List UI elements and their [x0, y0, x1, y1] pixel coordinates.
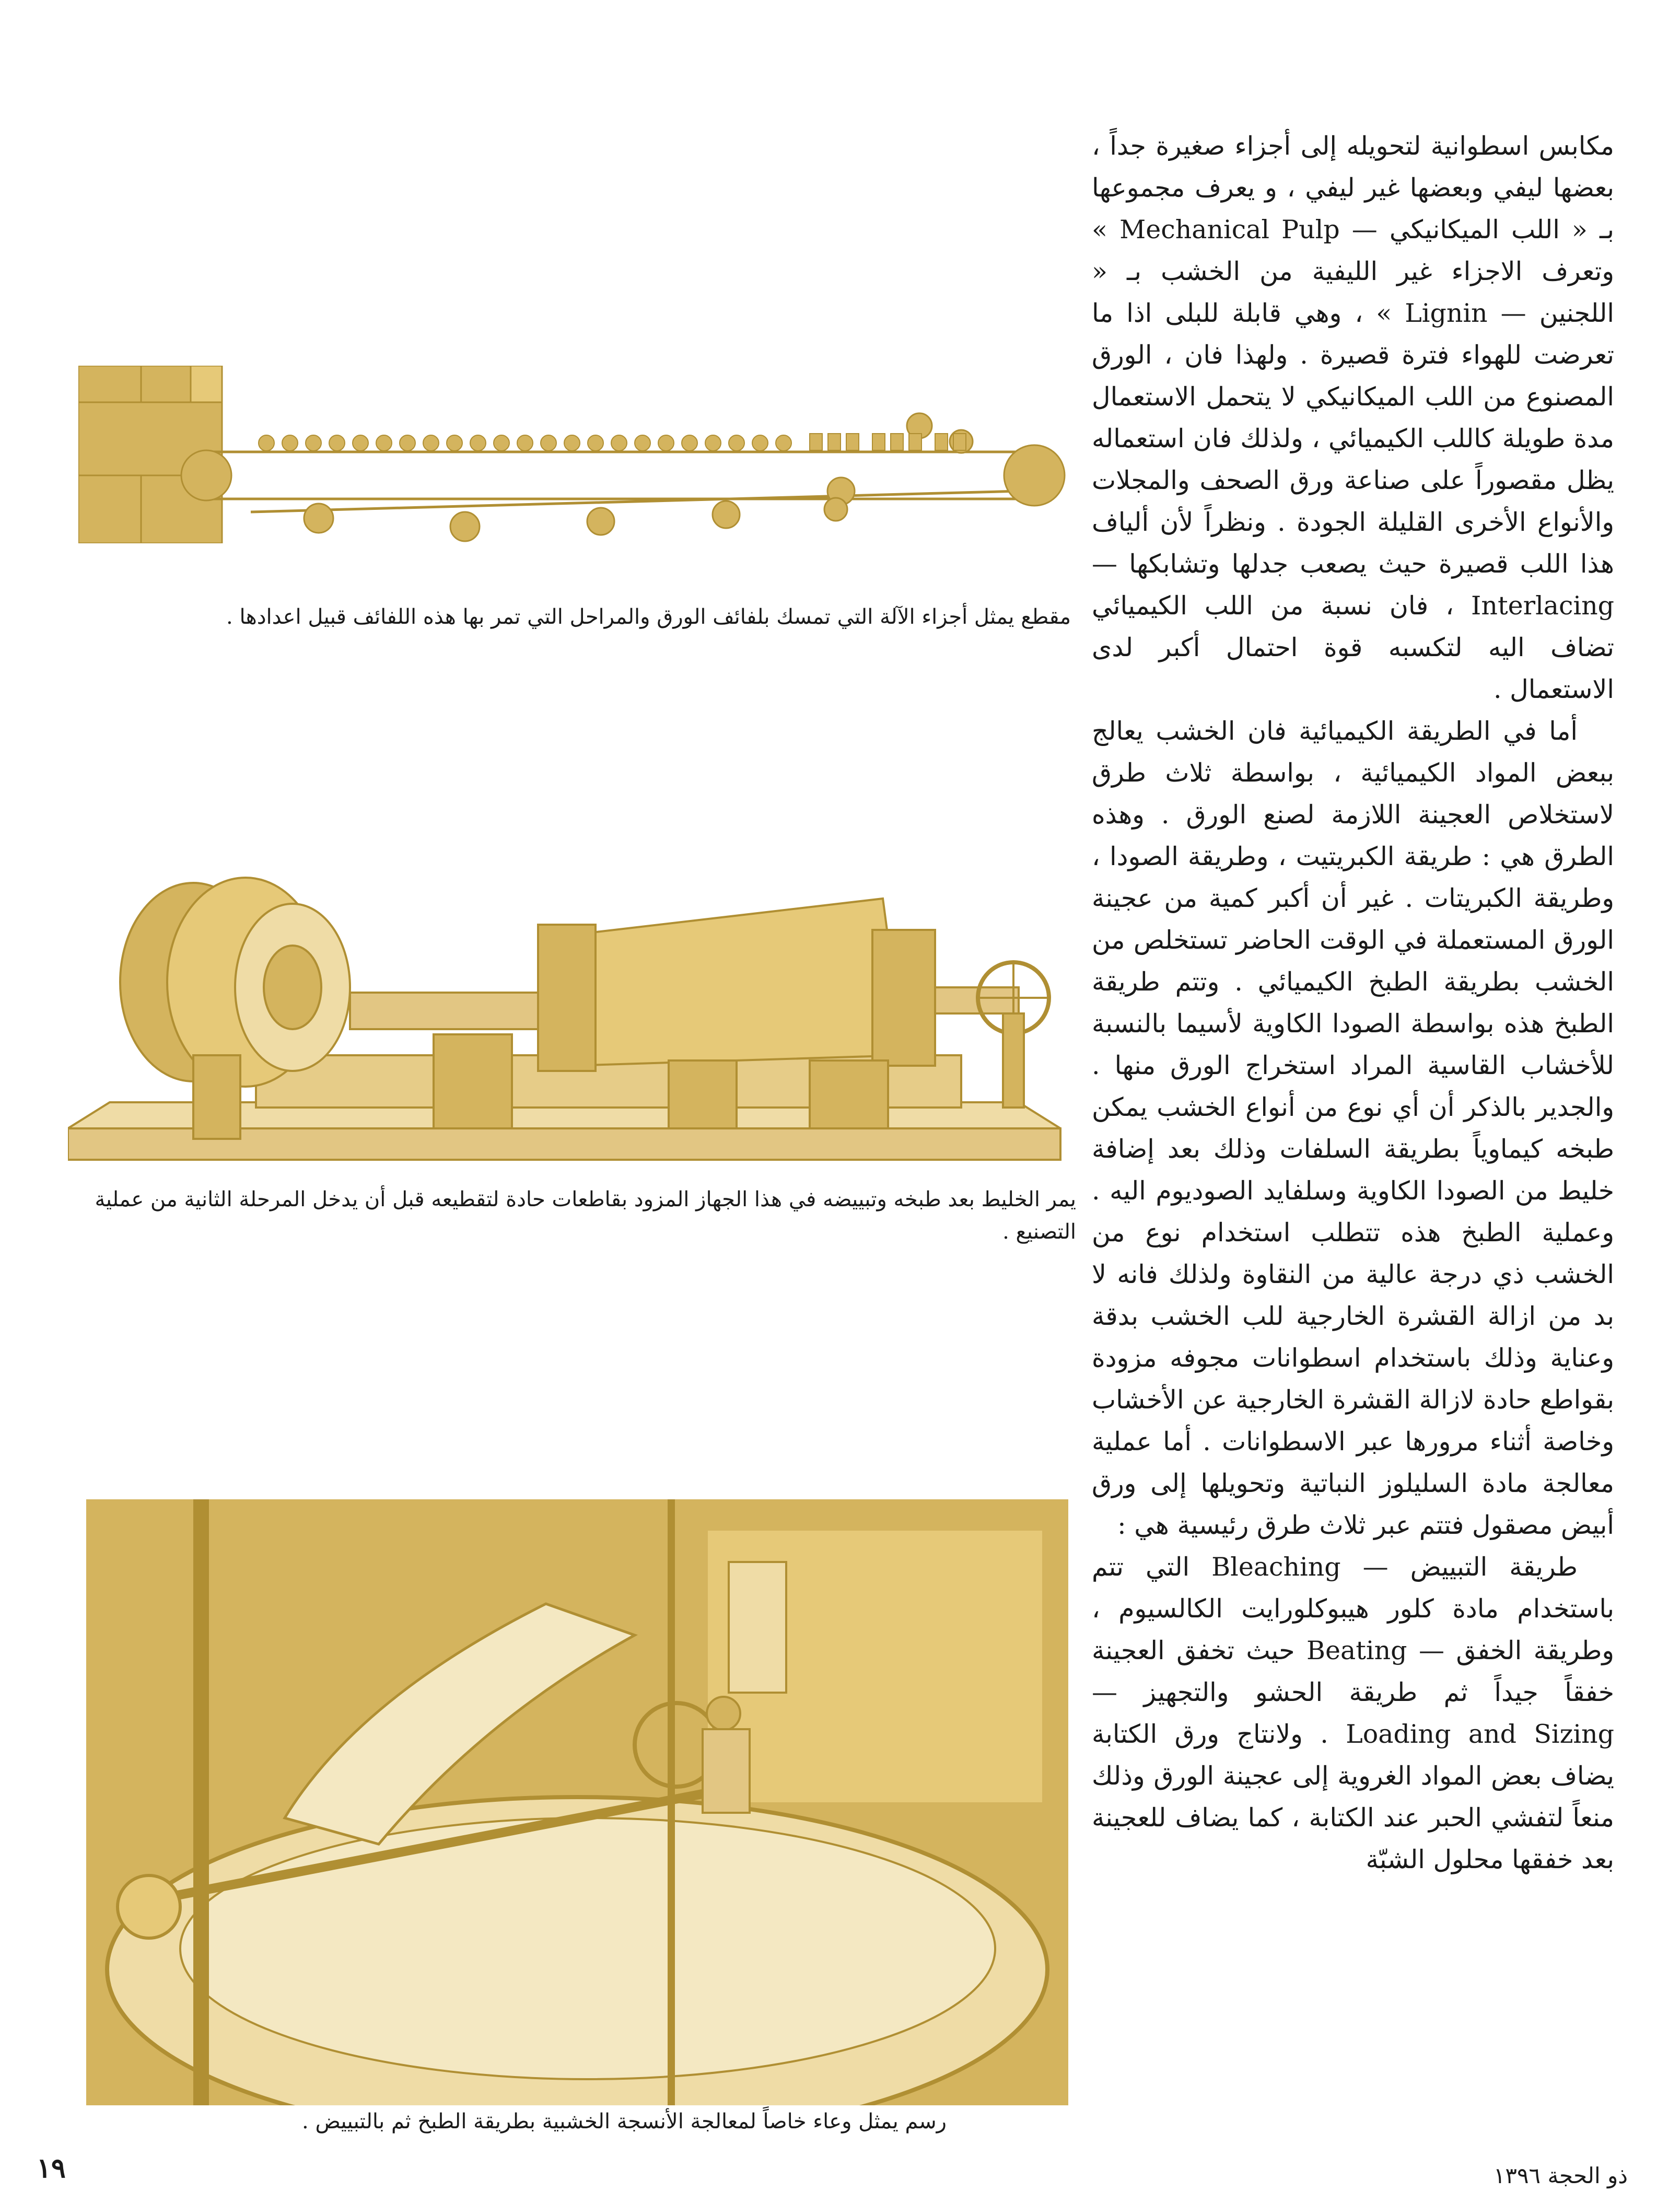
figure-caption: يمر الخليط بعد طبخه وتبييضه في هذا الجهاز المزود بقاطعات حادة لتقطيعه قبل أن يدخل المرحلة الثانية من عملية التصنيع . [95, 1187, 1076, 1244]
figure-caption: مقطع يمثل أجزاء الآلة التي تمسك بلفائف الورق والمراحل التي تمر بها هذه اللفائف قبيل اعدادها . [226, 605, 1071, 629]
body-paragraph: أما في الطريقة الكيميائية فان الخشب يعالج ببعض المواد الكيميائية ، بواسطة ثلاث طرق لاستخلاص العجينة اللازمة لصنع الورق . وهذه الطرق هي : طريقة الكبريتيت ، وطريقة الصودا ، وطريقة الكبريتات . غير أن أكبر كمية من عجينة الورق المستعملة في الوقت الحاضر تستخلص من الخشب بطريقة الطبخ الكيميائي . وتتم طريقة الطبخ هذه بواسطة الصودا الكاوية لأسيما بالنسبة للأخشاب القاسية المراد استخراج الورق منها . والجدير بالذكر أن أي نوع من أنواع الخشب يمكن طبخه كيماوياً بطريقة السلفات وذلك بعد إضافة خليط من الصودا الكاوية وسلفايد الصوديوم اليه . وعملية الطبخ هذه تتطلب استخدام نوع من الخشب ذي درجة عالية من النقاوة ولذلك فانه لا بد من ازالة القشرة الخارجية للب الخشب بدقة وعناية وذلك باستخدام اسطوانات مجوفه مزودة بقواطع حادة لازالة القشرة الخارجية عن الأخشاب وخاصة أثناء مرورها عبر الاسطوانات . أما عملية معالجة مادة السليلوز النباتية وتحويلها إلى ورق أبيض مصقول فتتم عبر ثلاث طرق رئيسية هي : [1092, 716, 1614, 1540]
bleaching-vat-illustration [86, 1499, 1068, 2105]
article-text-column [1092, 125, 1614, 2152]
page-number: ١٩ [37, 2152, 66, 2184]
conveyor-diagram [78, 366, 1071, 543]
issue-date: ذو الحجة ١٣٩٦ [1493, 2163, 1628, 2188]
body-paragraph: طريقة التبييض — Bleaching التي تتم باستخدام مادة كلور هيبوكلورايت الكالسيوم ، وطريقة الخفق — Beating حيث تخفق العجينة خفقاً جيداً ثم طريقة الحشو والتجهيز — Loading and Sizing . ولانتاج ورق الكتابة يضاف بعض المواد الغروية إلى عجينة الورق وذلك منعاً لتفشي الحبر عند الكتابة ، كما يضاف للعجينة بعد خفقها محلول الشبّة [1092, 1552, 1614, 1874]
cutting-machine-illustration [68, 857, 1076, 1170]
figure-caption: رسم يمثل وعاء خاصاً لمعالجة الأنسجة الخشبية بطريقة الطبخ ثم بالتبييض . [302, 2109, 947, 2134]
body-paragraph: مكابس اسطوانية لتحويله إلى أجزاء صغيرة جداً ، بعضها ليفي وبعضها غير ليفي ، و يعرف مجموعها بـ « اللب الميكانيكي — Mechanical Pulp » وتعرف الاجزاء غير الليفية من الخشب بـ « اللجنين — Lignin » ، وهي قابلة للبلى اذا ما تعرضت للهواء فترة قصيرة . ولهذا فان ، الورق المصنوع من اللب الميكانيكي لا يتحمل الاستعمال مدة طويلة كاللب الكيميائي ، ولذلك فان استعماله يظل مقصوراً على صناعة ورق الصحف والمجلات والأنواع الأخرى القليلة الجودة . ونظراً لأن ألياف هذا اللب قصيرة حيث يصعب جدلها وتشابكها — Interlacing ، فان نسبة من اللب الكيميائي تضاف اليه لتكسبه قوة احتمال أكبر لدى الاستعمال . [1092, 131, 1615, 704]
